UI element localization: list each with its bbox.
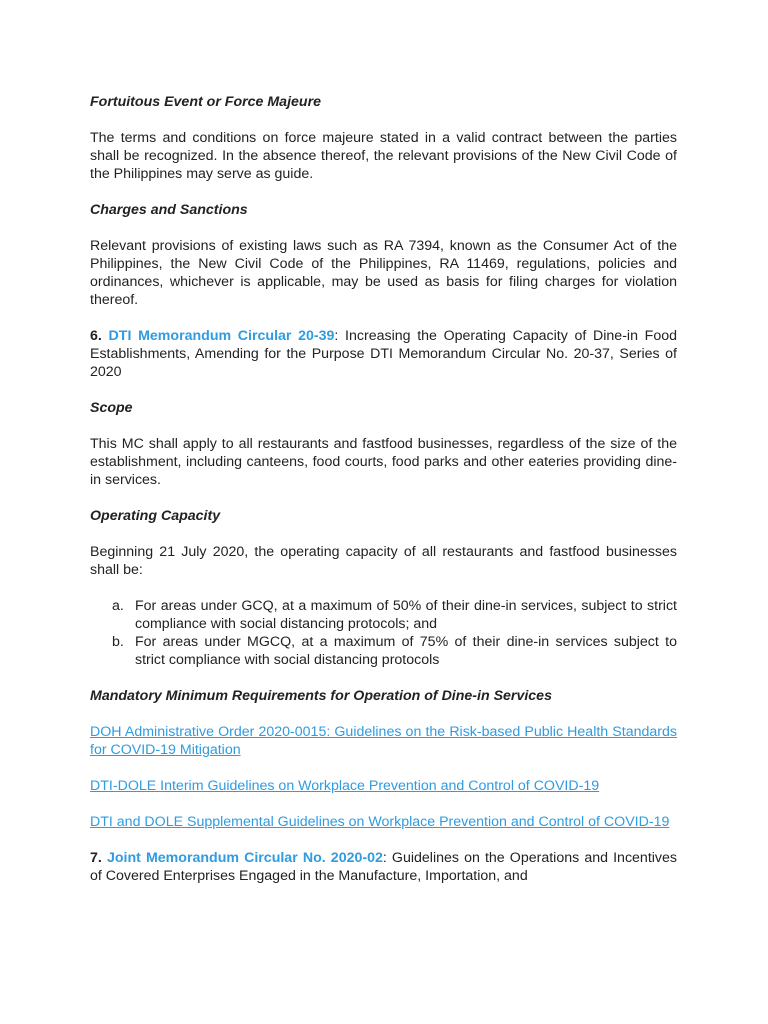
dti-dole-interim-guidelines-link[interactable]: DTI-DOLE Interim Guidelines on Workplace Prevention and Control of COVID-19 [90, 778, 600, 794]
heading-force-majeure: Fortuitous Event or Force Majeure [90, 94, 321, 110]
list-marker: b. [112, 634, 124, 650]
list-item [90, 633, 677, 669]
paragraph-charges-sanctions: Relevant provisions of existing laws such as RA 7394, known as the Consumer Act of the Philippines, the New Civil Code of the Philippines, RA 11469, regulations, policies and ordinances, whichever is applicable, may be used as basis for filing charges for violation thereof. [90, 238, 677, 308]
heading-mandatory-requirements: Mandatory Minimum Requirements for Operation of Dine-in Services [90, 688, 552, 704]
heading-charges-sanctions: Charges and Sanctions [90, 202, 248, 218]
list-item-text: For areas under GCQ, at a maximum of 50% of their dine-in services, subject to strict compliance with social distancing protocols; and [135, 598, 677, 632]
dti-dole-supplemental-guidelines-link[interactable]: DTI and DOLE Supplemental Guidelines on Workplace Prevention and Control of COVID-19 [90, 814, 670, 830]
heading-scope: Scope [90, 400, 133, 416]
doh-ao-2020-0015-link[interactable]: DOH Administrative Order 2020-0015: Guidelines on the Risk-based Public Health Standards for COVID-19 Mitigation [90, 724, 677, 758]
item-6-number: 6. [90, 328, 102, 344]
document-page [90, 93, 677, 903]
jmc-2020-02-link[interactable]: Joint Memorandum Circular No. 2020-02 [106, 850, 383, 866]
paragraph-force-majeure: The terms and conditions on force majeure stated in a valid contract between the parties shall be recognized. In the absence thereof, the relevant provisions of the New Civil Code of the Philippines may serve as guide. [90, 130, 677, 182]
item-6-description: : Increasing the Operating Capacity of Dine-in Food Establishments, Amending for the Purpose DTI Memorandum Circular No. 20-37, Series of 2020 [90, 328, 677, 380]
list-marker: a. [112, 598, 124, 614]
item-7-description: : Guidelines on the Operations and Incentives of Covered Enterprises Engaged in the Manufacture, Importation, and [90, 850, 677, 884]
item-6-paragraph [90, 327, 677, 381]
list-item-text: For areas under MGCQ, at a maximum of 75% of their dine-in services subject to strict compliance with social distancing protocols [135, 634, 677, 668]
list-item [90, 597, 677, 633]
item-7-number: 7. [90, 850, 102, 866]
capacity-list [90, 597, 677, 669]
item-7-paragraph [90, 849, 677, 885]
heading-operating-capacity: Operating Capacity [90, 508, 221, 524]
paragraph-operating-capacity: Beginning 21 July 2020, the operating capacity of all restaurants and fastfood businesses shall be: [90, 544, 677, 578]
paragraph-scope: This MC shall apply to all restaurants and fastfood businesses, regardless of the size of the establishment, including canteens, food courts, food parks and other eateries providing dine-in services. [90, 436, 677, 488]
dti-mc-20-39-link[interactable]: DTI Memorandum Circular 20-39 [108, 328, 335, 344]
